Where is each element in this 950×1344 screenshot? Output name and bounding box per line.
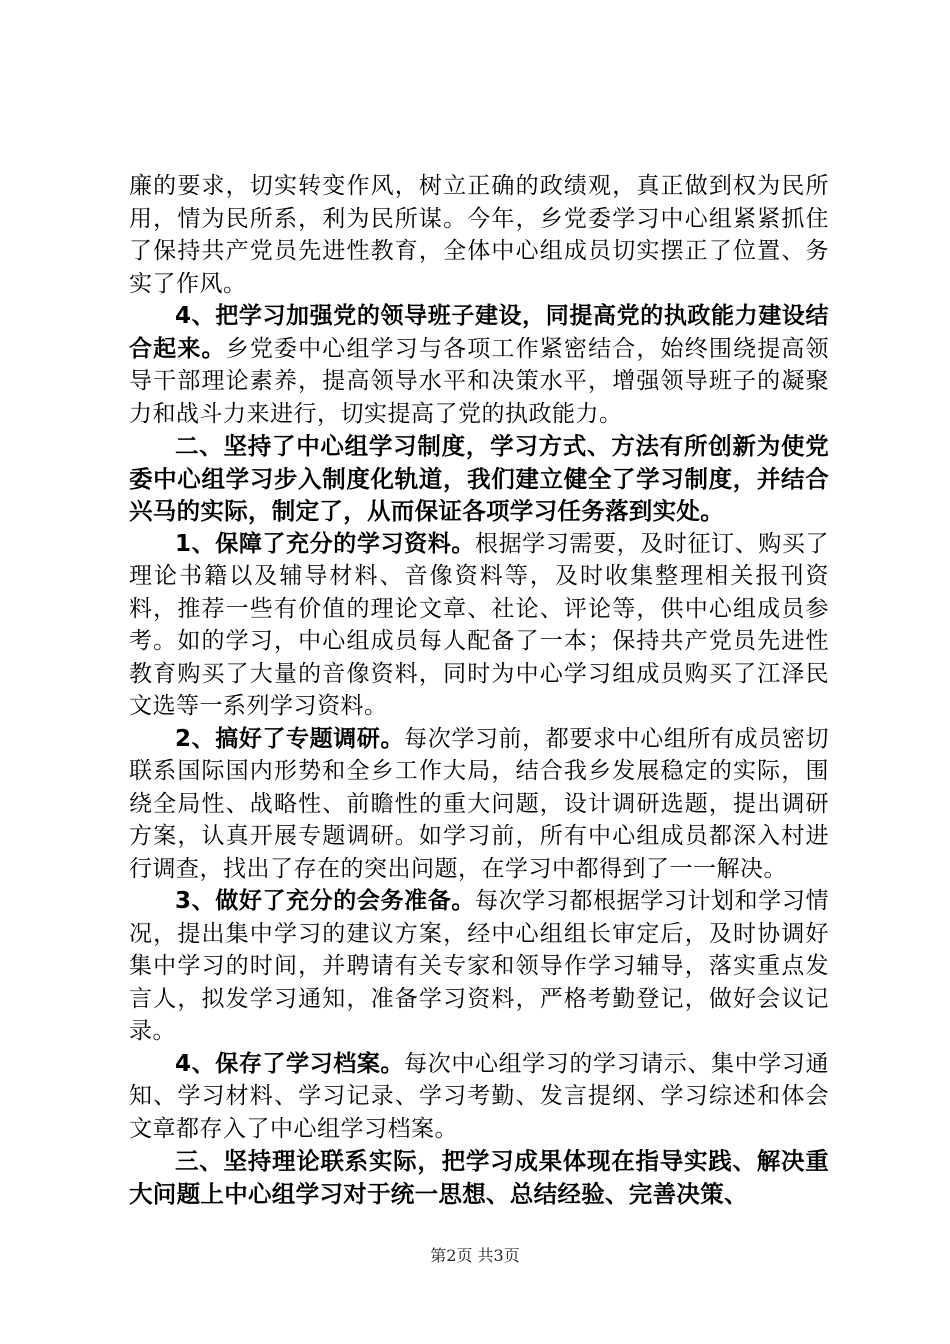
section-heading-2-text: 二、坚持了中心组学习制度，学习方式、方法有所创新为使党委中心组学习步入制度化轨道，我们建立健全了学习制度，并结合兴马的实际，制定了，从而保证各项学习任务落到实处。 <box>129 432 829 525</box>
page-footer <box>0 1243 950 1266</box>
section-heading-3 <box>129 1145 829 1210</box>
paragraph-7-lead: 4、保存了学习档案。 <box>175 1050 405 1077</box>
paragraph-2-text: 乡党委中心组学习与各项工作紧密结合，始终围绕提高领导干部理论素养，提高领导水平和决策水平，增强领导班子的凝聚力和战斗力来进行，切实提高了党的执政能力。 <box>129 335 830 427</box>
paragraph-2 <box>129 300 829 430</box>
page-number-label: 第2页 共3页 <box>430 1246 520 1265</box>
paragraph-2-lead: 4、把学习加强党的领导班子建设，同提高党的执政能力建设结合起来。 <box>129 303 829 362</box>
paragraph-5-text: 每次学习前，都要求中心组所有成员密切联系国际国内形势和全乡工作大局，结合我乡发展稳定的实际，围绕全局性、战略性、前瞻性的重大问题，设计调研选题，提出调研方案，认真开展专题调研。如学习前，所有中心组成员都深入村进行调查，找出了存在的突出问题，在学习中都得到了一一解决。 <box>129 725 829 882</box>
paragraph-6-text: 每次学习都根据学习计划和学习情况，提出集中学习的建议方案，经中心组组长审定后，及时协调好集中学习的时间，并聘请有关专家和领导作学习辅导，落实重点发言人，拟发学习通知，准备学习资料，严格考勤登记，做好会议记录。 <box>129 888 830 1044</box>
section-heading-3-text: 三、坚持理论联系实际，把学习成果体现在指导实践、解决重大问题上中心组学习对于统一思想、总结经验、完善决策、 <box>129 1147 829 1208</box>
paragraph-6 <box>129 885 829 1048</box>
paragraph-6-lead: 3、做好了充分的会务准备。 <box>175 888 475 914</box>
paragraph-4-text: 根据学习需要，及时征订、购买了理论书籍以及辅导材料、音像资料等，及时收集整理相关报刊资料，推荐一些有价值的理论文章、社论、评论等，供中心组成员参考。如的学习，中心组成员每人配备了一本；保持共产党员先进性教育购买了大量的音像资料，同时为中心学习组成员购买了江泽民文选等一系列学习资料。 <box>129 530 830 719</box>
paragraph-5 <box>129 723 829 886</box>
paragraph-1 <box>129 170 829 300</box>
document-body <box>129 170 829 1210</box>
paragraph-4 <box>129 528 829 723</box>
paragraph-7 <box>129 1048 829 1146</box>
section-heading-2 <box>129 430 829 528</box>
paragraph-1-text: 廉的要求，切实转变作风，树立正确的政绩观，真正做到权为民所用，情为民所系，利为民所谋。今年，乡党委学习中心组紧紧抓住了保持共产党员先进性教育，全体中心组成员切实摆正了位置、务实了作风。 <box>129 173 829 297</box>
paragraph-5-lead: 2、搞好了专题调研。 <box>175 725 405 752</box>
paragraph-4-lead: 1、保障了充分的学习资料。 <box>175 530 475 557</box>
paragraph-7-text: 每次中心组学习的学习请示、集中学习通知、学习材料、学习记录、学习考勤、发言提纲、学习综述和体会文章都存入了中心组学习档案。 <box>129 1050 829 1142</box>
